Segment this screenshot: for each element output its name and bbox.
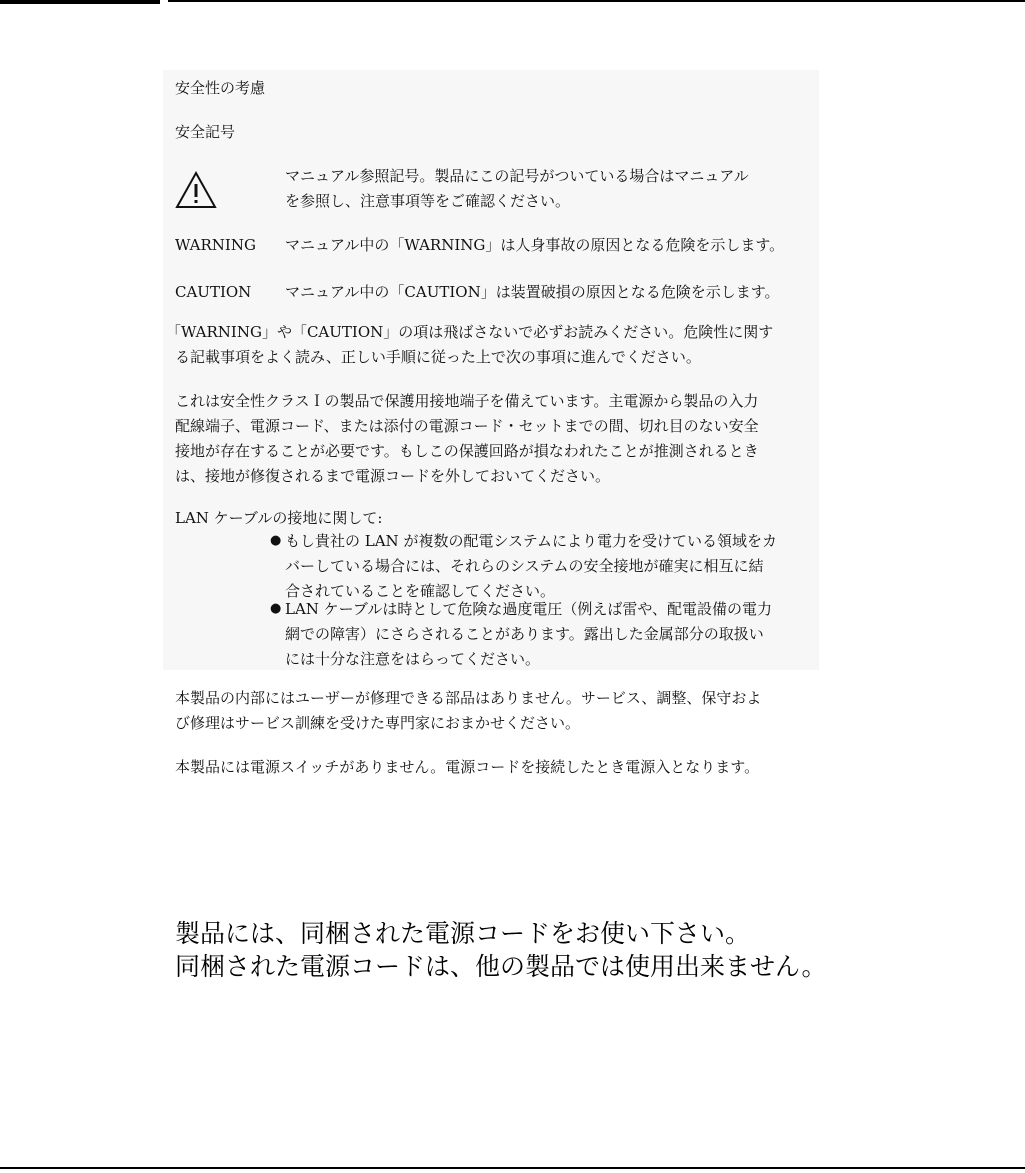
service-notice-line-2: び修理はサービス訓練を受けた専門家におまかせください。 — [175, 714, 581, 732]
read-notice-line-1: 「WARNING」や「CAUTION」の項は飛ばさないで必ずお読みください。危険性に関す — [166, 323, 774, 341]
section-title: 安全性の考慮 — [175, 79, 266, 97]
lan-bullet-2-line-2: 網での障害）にさらされることがあります。露出した金属部分の取扱い — [285, 625, 764, 643]
class1-notice-line-1: これは安全性クラスＩの製品で保護用接地端子を備えています。主電源から製品の入力 — [175, 392, 759, 410]
manual-symbol-line-2: を参照し、注意事項等をご確認ください。 — [285, 192, 571, 210]
lan-heading: LAN ケーブルの接地に関して: — [175, 509, 383, 527]
footer-rule — [0, 1167, 1025, 1169]
lan-bullet-1-line-1: もし貴社の LAN が複数の配電システムにより電力を受けている領域をカ — [285, 532, 777, 550]
lan-bullet-2-line-1: LAN ケーブルは時として危険な過度電圧（例えば雷や、配電設備の電力 — [285, 600, 773, 618]
power-cord-notice-line-1: 製品には、同梱された電源コードをお使い下さい。 — [175, 919, 751, 948]
manual-symbol-line-1: マニュアル参照記号。製品にこの記号がついている場合はマニュアル — [285, 167, 749, 185]
switch-notice: 本製品には電源スイッチがありません。電源コードを接続したとき電源入となります。 — [175, 758, 760, 776]
warning-text: マニュアル中の「WARNING」は人身事故の原因となる危険を示します。 — [285, 236, 785, 254]
bullet-icon: ● — [270, 601, 282, 616]
warning-triangle-icon — [174, 170, 218, 210]
warning-label: WARNING — [175, 236, 256, 254]
bullet-icon: ● — [270, 533, 282, 548]
lan-bullet-1-line-3: 合されていることを確認してください。 — [285, 582, 556, 600]
caution-text: マニュアル中の「CAUTION」は装置破損の原因となる危険を示します。 — [285, 283, 780, 301]
caution-label: CAUTION — [175, 283, 252, 301]
class1-notice-line-3: 接地が存在することが必要です。もしこの保護回路が損なわれたことが推測されるとき — [175, 442, 759, 460]
lan-bullet-2-line-3: には十分な注意をはらってください。 — [285, 650, 541, 668]
header-rule-thick — [0, 0, 160, 4]
safety-symbols-heading: 安全記号 — [175, 123, 236, 141]
header-rule-thin — [168, 0, 1025, 2]
power-cord-notice-line-2: 同梱された電源コードは、他の製品では使用出来ません。 — [175, 952, 827, 981]
read-notice-line-2: る記載事項をよく読み、正しい手順に従った上で次の事項に進んでください。 — [175, 348, 701, 366]
class1-notice-line-2: 配線端子、電源コード、または添付の電源コード・セットまでの間、切れ目のない安全 — [175, 417, 759, 435]
lan-bullet-1-line-2: バーしている場合には、それらのシステムの安全接地が確実に相互に結 — [285, 557, 764, 575]
class1-notice-line-4: は、接地が修復されるまで電源コードを外しておいてください。 — [175, 467, 611, 485]
service-notice-line-1: 本製品の内部にはユーザーが修理できる部品はありません。サービス、調整、保守およ — [175, 689, 762, 707]
